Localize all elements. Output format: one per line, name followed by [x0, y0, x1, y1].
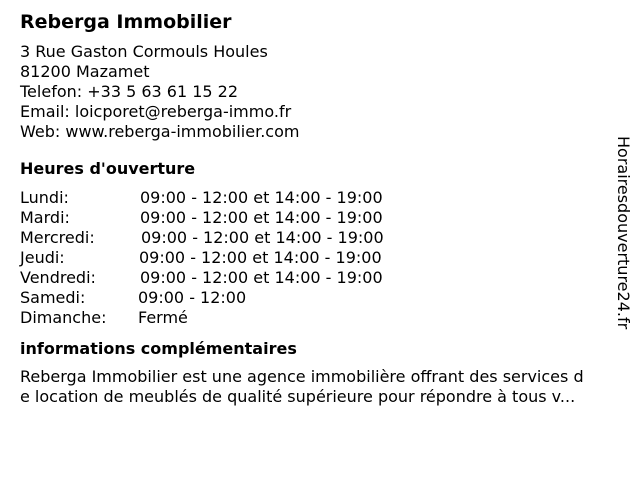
hours-day-label: Mardi: — [20, 208, 70, 227]
hours-table — [20, 188, 616, 328]
address-line-2: 81200 Mazamet — [20, 62, 150, 81]
hours-time-value: 09:00 - 12:00 et 14:00 - 19:00 — [141, 228, 384, 247]
site-brand-watermark: Horairesdouverture24.fr — [614, 136, 633, 330]
description-line-1: Reberga Immobilier est une agence immobilière offrant des services d — [20, 367, 584, 386]
hours-row-thursday — [20, 248, 616, 268]
hours-time-value: 09:00 - 12:00 — [138, 288, 247, 307]
hours-day-label: Dimanche: — [20, 308, 107, 327]
web-line: Web: www.reberga-immobilier.com — [20, 122, 300, 141]
hours-row-wednesday — [20, 228, 616, 248]
business-name: Reberga Immobilier — [20, 11, 232, 33]
info-heading: informations complémentaires — [20, 339, 297, 358]
description-line-2: e location de meublés de qualité supérieure pour répondre à tous v... — [20, 387, 576, 406]
hours-row-tuesday — [20, 208, 616, 228]
hours-heading: Heures d'ouverture — [20, 159, 196, 178]
address-line-1: 3 Rue Gaston Cormouls Houles — [20, 42, 268, 61]
hours-time-value: 09:00 - 12:00 et 14:00 - 19:00 — [139, 248, 382, 267]
hours-row-friday — [20, 268, 616, 288]
hours-time-value: 09:00 - 12:00 et 14:00 - 19:00 — [140, 268, 383, 287]
hours-day-label: Jeudi: — [20, 248, 65, 267]
business-card — [20, 10, 616, 407]
hours-row-saturday — [20, 288, 616, 308]
hours-row-sunday — [20, 308, 616, 328]
phone-line: Telefon: +33 5 63 61 15 22 — [20, 82, 239, 101]
hours-time-value: Fermé — [138, 308, 188, 327]
hours-row-monday — [20, 188, 616, 208]
hours-day-label: Vendredi: — [20, 268, 96, 287]
hours-day-label: Lundi: — [20, 188, 69, 207]
hours-time-value: 09:00 - 12:00 et 14:00 - 19:00 — [140, 208, 383, 227]
email-line: Email: loicporet@reberga-immo.fr — [20, 102, 292, 121]
hours-day-label: Samedi: — [20, 288, 86, 307]
hours-day-label: Mercredi: — [20, 228, 95, 247]
hours-time-value: 09:00 - 12:00 et 14:00 - 19:00 — [140, 188, 383, 207]
